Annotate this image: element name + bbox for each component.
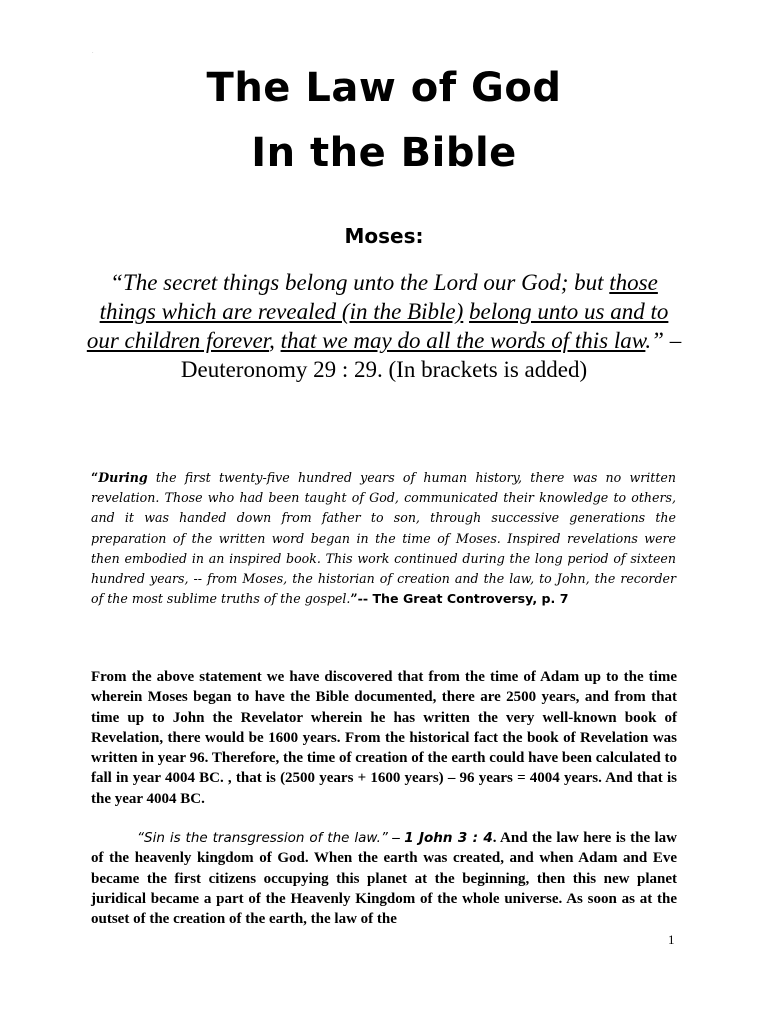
quote-underlined-3: that we may do all the words of this law <box>280 328 646 353</box>
quote-close-mark: ” <box>350 591 358 607</box>
paragraph-1: From the above statement we have discovered that from the time of Adam up to the time wherein Moses began to have the Bible documented, there are 2500 years, and from that time up to John the Revelator wherein he has written the very well-known book of Revelation, there would be 1600 years. From the historical fact the book of Revelation was written in year 96. Therefore, the time of creation of the earth could have been calculated to fall in year 4004 BC. , that is (2500 years + 1600 years) – 96 years = 4004 years. And that is the year 4004 BC. <box>91 669 677 807</box>
quote-source: – Deuteronomy 29 : 29. (In brackets is added) <box>180 328 682 382</box>
great-controversy-quote <box>91 468 676 609</box>
title-line-2: In the Bible <box>251 130 517 176</box>
quote-underlined-2: belong unto us and to our children forever <box>86 299 669 353</box>
paragraph-2 <box>91 828 677 929</box>
scripture-quote <box>82 268 686 384</box>
quote-open-mark: “ <box>91 470 99 485</box>
quote-space-2: , <box>269 328 281 353</box>
title-line-1: The Law of God <box>206 65 562 111</box>
quote-citation: -- The Great Controversy, p. 7 <box>357 591 569 607</box>
paragraph-2-dash: – <box>387 830 405 846</box>
quote-close: .” <box>645 328 664 353</box>
paragraph-2-reference: 1 John 3 : 4 <box>404 830 493 846</box>
quote-underlined-1: those things which are revealed (in the Bible) <box>99 270 658 324</box>
scan-mark: · <box>92 50 94 56</box>
page-number: 1 <box>668 932 675 947</box>
author-heading: Moses: <box>344 224 424 248</box>
paragraph-2-quote: “Sin is the transgression of the law.” <box>137 830 388 846</box>
quote-body: the first twenty-five hundred years of human history, there was no written revelation. Those who had been taught of God, communicated their knowledge to others, and it was handed down from father to son, through successive generations the preparation of the written word began in the time of Moses. Inspired revelations were then embodied in an inspired book. This work continued during the long period of sixteen hundred years, -- from Moses, the historian of creation and the law, to John, the recorder of the most sublime truths of the gospel. <box>91 470 676 607</box>
paragraph-2-body: . And the law here is the law of the heavenly kingdom of God. When the earth was created, and when Adam and Eve became the first citizens occupying this planet at the beginning, then this new planet juridical became a part of the Heavenly Kingdom of the whole universe. As soon as at the outset of the creation of the earth, the law of the <box>91 830 678 928</box>
quote-lead-word: During <box>98 470 148 485</box>
quote-open: “The secret things belong unto the Lord our God; but <box>110 270 610 295</box>
